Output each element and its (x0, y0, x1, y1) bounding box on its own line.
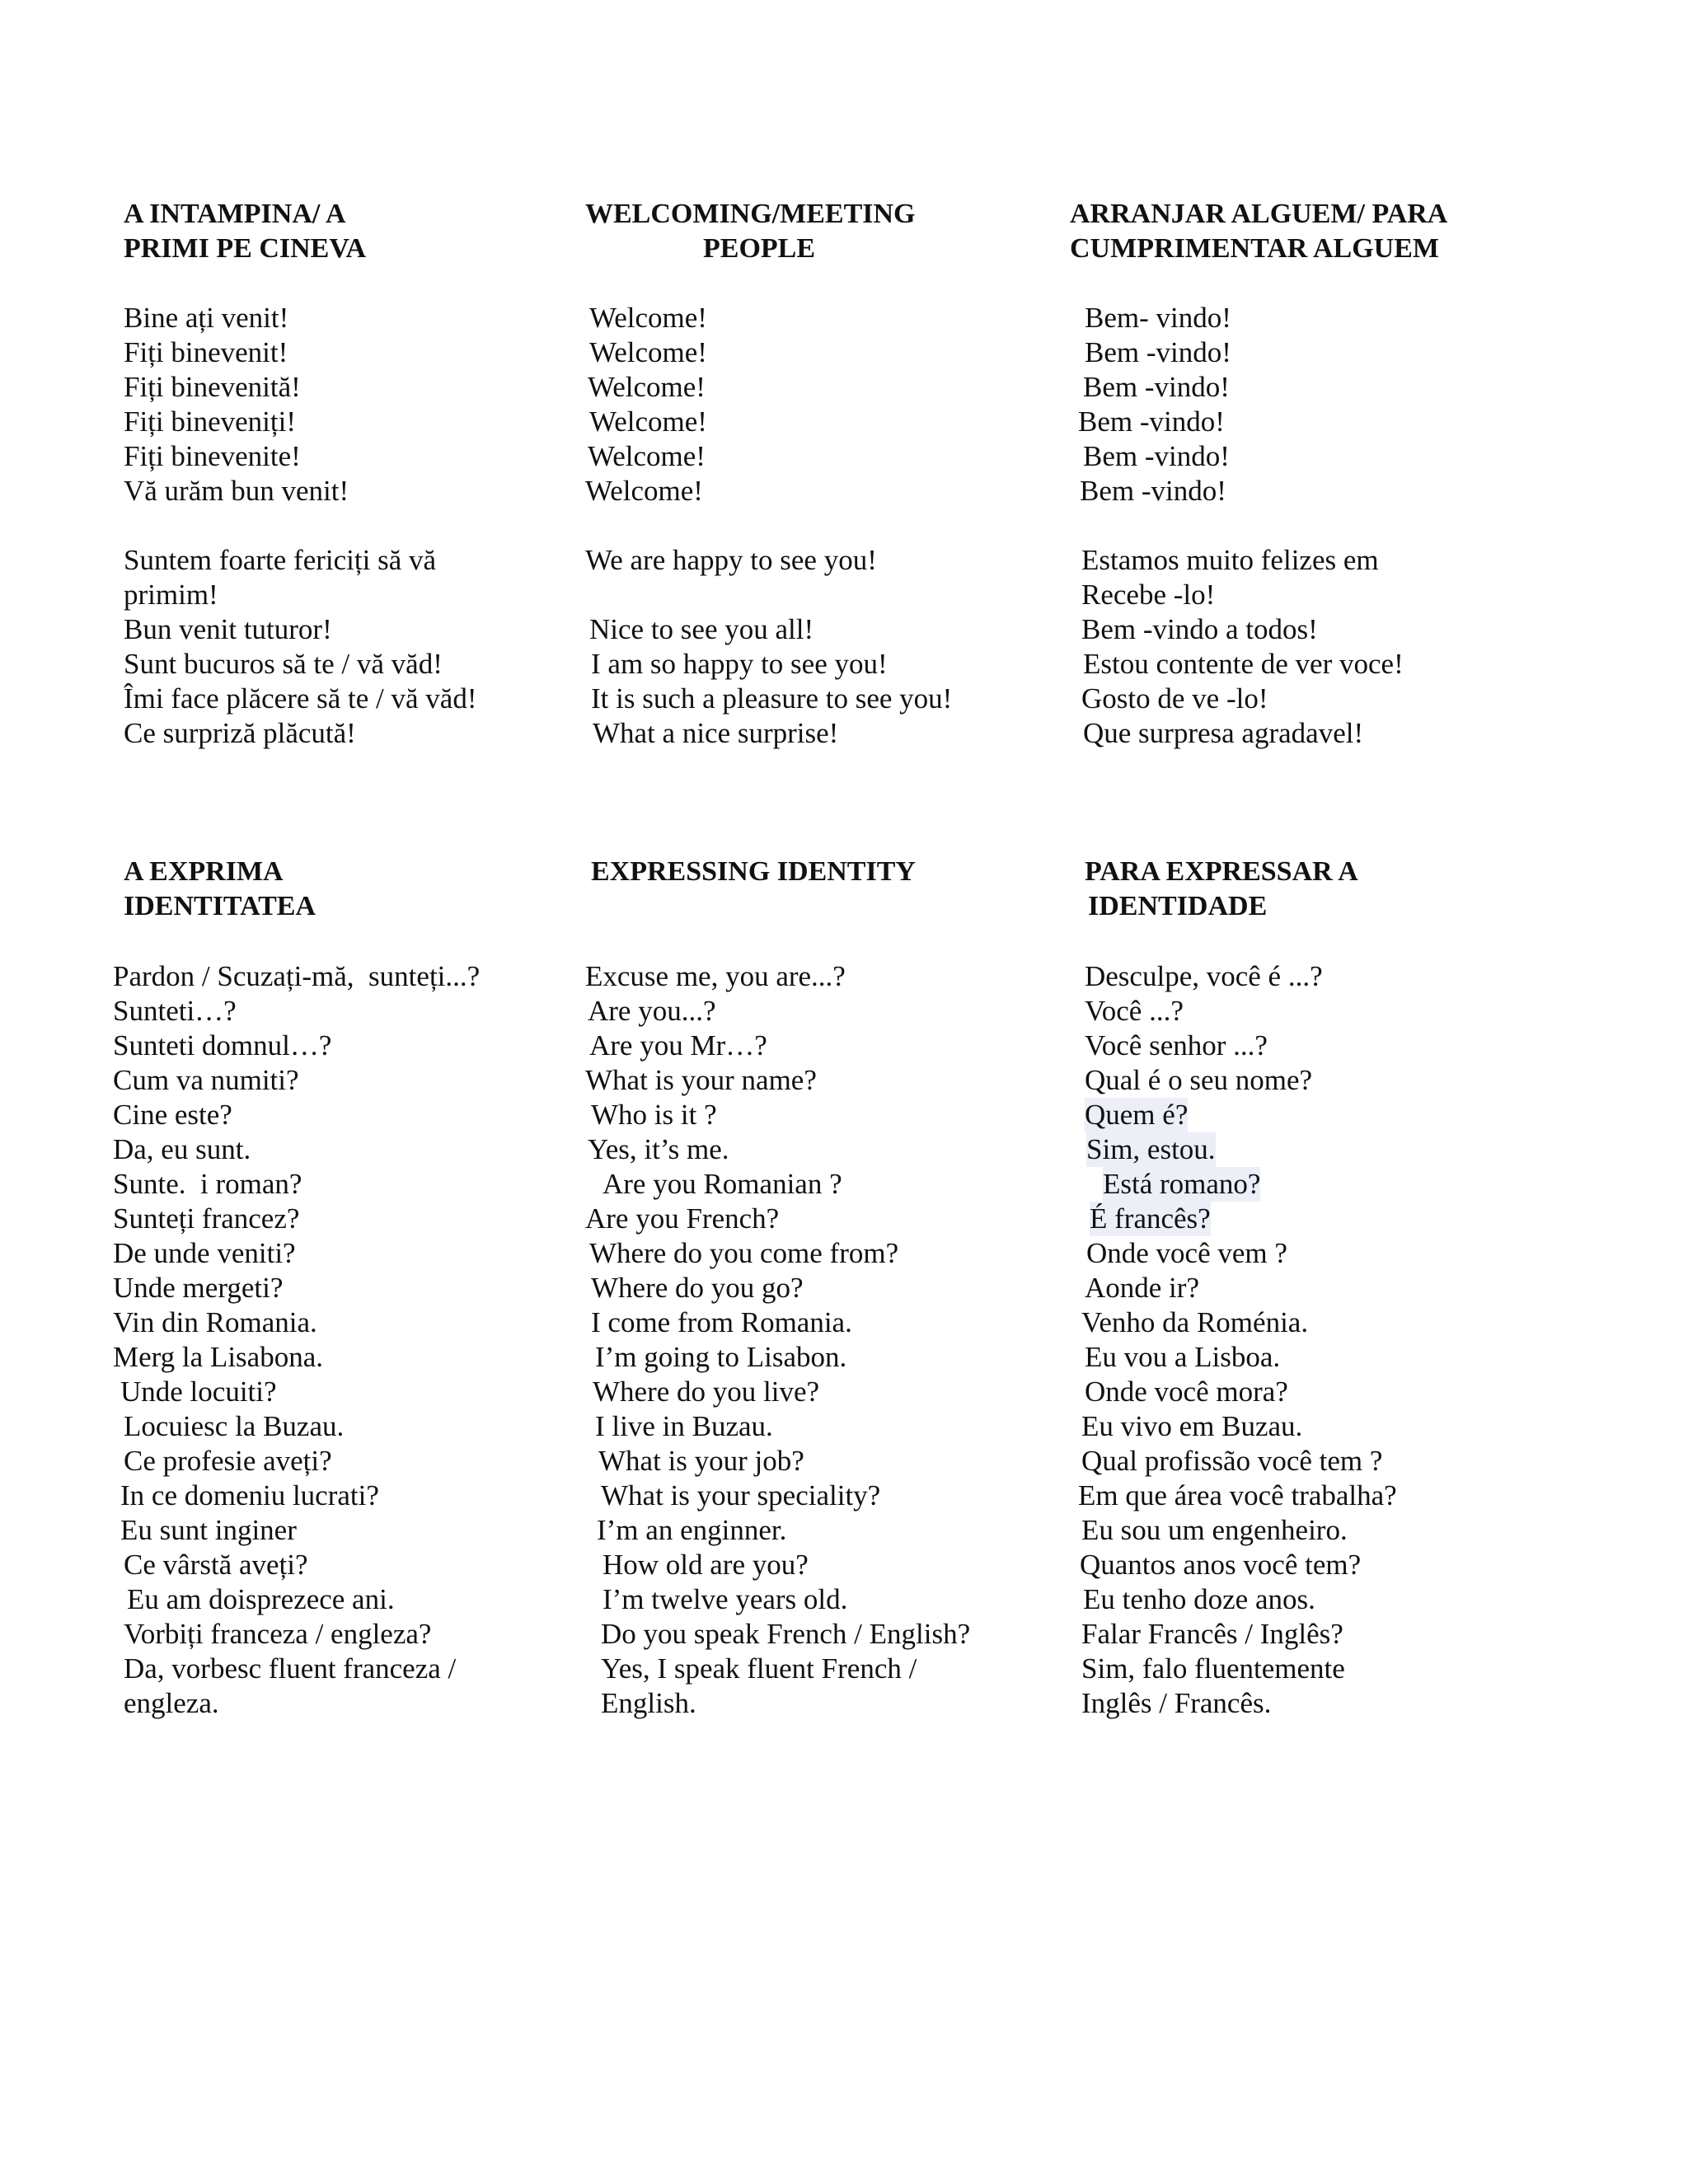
s2-en-line: Excuse me, you are...? (585, 960, 846, 992)
s2-pt-line: É francês? (1090, 1202, 1211, 1235)
s1-ro-header-line1: A INTAMPINA/ A (124, 199, 346, 229)
s2-en-line: Where do you go? (591, 1272, 804, 1304)
s2-en-header: EXPRESSING IDENTITY (591, 856, 916, 887)
s1-en-line: Welcome! (588, 440, 706, 472)
s1-ro-line: Fiți binevenit! (124, 336, 288, 368)
s2-ro-line: Sunteti domnul…? (113, 1029, 332, 1062)
s2-pt-line: Eu tenho doze anos. (1083, 1583, 1315, 1615)
s1-ro-line: Fiți bineveniți! (124, 405, 297, 438)
s2-en-line: Yes, it’s me. (588, 1133, 729, 1165)
s2-en-line: I come from Romania. (591, 1306, 852, 1338)
s2-ro-line: Da, eu sunt. (113, 1133, 251, 1165)
s2-pt-line: Desculpe, você é ...? (1085, 960, 1323, 992)
s2-en-line: How old are you? (603, 1549, 809, 1581)
s2-pt-line: Onde você vem ? (1086, 1237, 1287, 1269)
s2-ro-line: Ce profesie aveți? (124, 1445, 332, 1477)
s1-pt-line: Bem -vindo a todos! (1081, 613, 1318, 645)
s1-en-header-line2: PEOPLE (703, 233, 816, 264)
s1-en-header-line1: WELCOMING/MEETING (585, 199, 916, 229)
s2-pt-line: Quem é? (1085, 1099, 1189, 1131)
s1-pt-line: Que surpresa agradavel! (1083, 717, 1364, 749)
s2-pt-line: Sim, estou. (1086, 1133, 1216, 1165)
s1-en-line: Welcome! (588, 371, 706, 403)
s1-en-line: It is such a pleasure to see you! (591, 682, 953, 715)
s2-ro-line: Sunteti…? (113, 995, 237, 1027)
s2-en-line: I’m going to Lisabon. (595, 1341, 847, 1373)
s2-pt-line: Venho da Roménia. (1081, 1306, 1309, 1338)
s2-ro-header-line1: A EXPRIMA (124, 856, 284, 887)
s1-pt-line: Recebe -lo! (1081, 579, 1216, 611)
s1-en-line: Welcome! (589, 302, 707, 334)
s1-ro-line: Fiți binevenită! (124, 371, 301, 403)
s1-ro-line: Fiți binevenite! (124, 440, 301, 472)
s1-en-line: We are happy to see you! (585, 544, 877, 576)
s2-ro-line: engleza. (124, 1687, 219, 1719)
s2-ro-line: Eu sunt inginer (120, 1514, 297, 1546)
s2-en-line: I live in Buzau. (595, 1410, 773, 1442)
s2-ro-line: Sunte. i roman? (113, 1168, 302, 1200)
s2-ro-line: Locuiesc la Buzau. (124, 1410, 345, 1442)
s2-ro-line: Unde mergeti? (113, 1272, 284, 1304)
s1-ro-header-line2: PRIMI PE CINEVA (124, 233, 367, 264)
s2-ro-line: Eu am doisprezece ani. (127, 1583, 395, 1615)
s2-ro-line: In ce domeniu lucrati? (120, 1479, 379, 1511)
s2-en-line: What is your speciality? (601, 1479, 881, 1511)
s1-pt-header-line1: ARRANJAR ALGUEM/ PARA (1070, 199, 1448, 229)
s2-ro-line: Ce vârstă aveți? (124, 1549, 308, 1581)
s1-ro-line: Vă urăm bun venit! (124, 475, 349, 507)
s2-en-line: What is your name? (585, 1064, 817, 1096)
s2-en-line: Are you...? (588, 995, 716, 1027)
s1-pt-header-line2: CUMPRIMENTAR ALGUEM (1070, 233, 1439, 264)
s1-ro-line: Bine ați venit! (124, 302, 289, 334)
s2-en-line: English. (601, 1687, 696, 1719)
s2-pt-line: Aonde ir? (1085, 1272, 1199, 1304)
s1-pt-line: Bem -vindo! (1085, 336, 1231, 368)
s2-en-line: I’m twelve years old. (603, 1583, 848, 1615)
s2-en-line: Where do you come from? (589, 1237, 899, 1269)
s2-en-line: Are you Romanian ? (603, 1168, 842, 1200)
s1-pt-line: Bem -vindo! (1083, 440, 1230, 472)
s1-ro-line: Îmi face plăcere să te / vă văd! (124, 682, 477, 715)
s2-pt-line: Qual profissão você tem ? (1081, 1445, 1383, 1477)
s2-pt-line: Eu sou um engenheiro. (1081, 1514, 1348, 1546)
s2-ro-line: Pardon / Scuzați-mă, sunteți...? (113, 960, 481, 992)
s2-ro-header-line2: IDENTITATEA (124, 891, 316, 921)
s1-pt-line: Bem -vindo! (1078, 405, 1225, 438)
s1-pt-line: Bem- vindo! (1085, 302, 1231, 334)
s2-ro-line: Vin din Romania. (113, 1306, 317, 1338)
s2-pt-line: Eu vivo em Buzau. (1081, 1410, 1303, 1442)
s2-pt-line: Inglês / Francês. (1081, 1687, 1272, 1719)
s1-pt-line: Bem -vindo! (1083, 371, 1230, 403)
s2-pt-line: Eu vou a Lisboa. (1085, 1341, 1281, 1373)
s2-pt-line: Qual é o seu nome? (1085, 1064, 1313, 1096)
s2-pt-line: Você ...? (1085, 995, 1184, 1027)
s1-en-line: I am so happy to see you! (591, 648, 888, 680)
s2-ro-line: Unde locuiti? (120, 1376, 277, 1408)
s2-pt-line: Sim, falo fluentemente (1081, 1652, 1345, 1685)
s1-ro-line: Bun venit tuturor! (124, 613, 332, 645)
s1-pt-line: Estamos muito felizes em (1081, 544, 1379, 576)
s2-ro-line: Cum va numiti? (113, 1064, 299, 1096)
s1-pt-line: Bem -vindo! (1080, 475, 1226, 507)
s2-pt-line: Quantos anos você tem? (1080, 1549, 1362, 1581)
s2-en-line: Are you French? (585, 1202, 780, 1235)
s2-pt-line: Falar Francês / Inglês? (1081, 1618, 1343, 1650)
s1-ro-line: Sunt bucuros să te / vă văd! (124, 648, 443, 680)
s2-pt-line: Está romano? (1103, 1168, 1261, 1200)
s2-en-line: I’m an enginner. (597, 1514, 787, 1546)
s2-pt-line: Você senhor ...? (1085, 1029, 1268, 1062)
s1-pt-line: Estou contente de ver voce! (1083, 648, 1404, 680)
s1-en-line: Nice to see you all! (589, 613, 814, 645)
s2-ro-line: Sunteți francez? (113, 1202, 300, 1235)
s1-en-line: What a nice surprise! (593, 717, 839, 749)
s2-pt-line: Onde você mora? (1085, 1376, 1288, 1408)
s2-pt-header-line2: IDENTIDADE (1088, 891, 1268, 921)
s2-en-line: What is your job? (598, 1445, 804, 1477)
s2-en-line: Yes, I speak fluent French / (601, 1652, 917, 1685)
s2-pt-header-line1: PARA EXPRESSAR A (1085, 856, 1358, 887)
s2-en-line: Who is it ? (591, 1099, 717, 1131)
s1-en-line: Welcome! (589, 405, 707, 438)
s2-ro-line: Merg la Lisabona. (113, 1341, 323, 1373)
s2-ro-line: Cine este? (113, 1099, 232, 1131)
s1-ro-line: Ce surpriză plăcută! (124, 717, 356, 749)
s1-ro-line: Suntem foarte fericiți să vă (124, 544, 437, 576)
s2-en-line: Do you speak French / English? (601, 1618, 971, 1650)
s2-ro-line: De unde veniti? (113, 1237, 296, 1269)
s2-pt-line: Em que área você trabalha? (1078, 1479, 1397, 1511)
s1-en-line: Welcome! (589, 336, 707, 368)
s2-en-line: Where do you live? (593, 1376, 820, 1408)
s1-en-line: Welcome! (585, 475, 703, 507)
s2-en-line: Are you Mr…? (589, 1029, 767, 1062)
s2-ro-line: Vorbiți franceza / engleza? (124, 1618, 432, 1650)
s1-ro-line: primim! (124, 579, 218, 611)
s1-pt-line: Gosto de ve -lo! (1081, 682, 1268, 715)
s2-ro-line: Da, vorbesc fluent franceza / (124, 1652, 457, 1685)
